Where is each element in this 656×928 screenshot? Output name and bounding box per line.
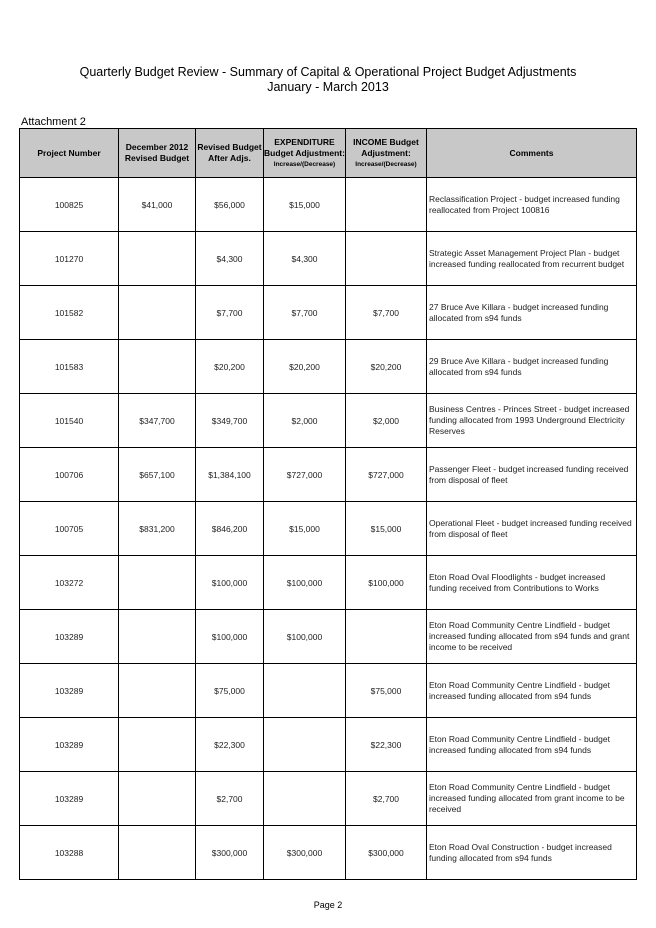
cell-project-number: 100825 (20, 178, 119, 232)
report-title: Quarterly Budget Review - Summary of Capital & Operational Project Budget Adjustments (79, 65, 577, 79)
cell-income (346, 232, 427, 286)
cell-expenditure: $2,000 (264, 394, 346, 448)
table-row (20, 826, 637, 880)
table-row (20, 664, 637, 718)
table-row (20, 718, 637, 772)
budget-adjustments-table (19, 128, 637, 880)
cell-comment: Eton Road Oval Floodlights - budget increased funding received from Contributions to Works (427, 556, 637, 610)
cell-comment: Eton Road Oval Construction - budget increased funding allocated from s94 funds (427, 826, 637, 880)
cell-revised-budget: $300,000 (196, 826, 264, 880)
cell-revised-budget: $4,300 (196, 232, 264, 286)
cell-expenditure: $727,000 (264, 448, 346, 502)
cell-expenditure: $15,000 (264, 178, 346, 232)
cell-december-budget (119, 826, 196, 880)
table-row (20, 232, 637, 286)
cell-expenditure (264, 772, 346, 826)
cell-expenditure (264, 718, 346, 772)
table-header-row (20, 129, 637, 178)
cell-project-number: 101583 (20, 340, 119, 394)
cell-income: $300,000 (346, 826, 427, 880)
cell-comment: Strategic Asset Management Project Plan - budget increased funding reallocated from recurrent budget (427, 232, 637, 286)
cell-income (346, 178, 427, 232)
header-project-number: Project Number (20, 129, 119, 178)
cell-expenditure: $100,000 (264, 556, 346, 610)
table-row (20, 502, 637, 556)
cell-income: $15,000 (346, 502, 427, 556)
cell-income (346, 610, 427, 664)
header-expenditure-adjustment: EXPENDITURE Budget Adjustment: Increase/(Decrease) (264, 129, 346, 178)
cell-december-budget (119, 556, 196, 610)
header-income-adjustment: INCOME Budget Adjustment: Increase/(Decrease) (346, 129, 427, 178)
table-row (20, 610, 637, 664)
cell-revised-budget: $100,000 (196, 556, 264, 610)
cell-december-budget (119, 610, 196, 664)
cell-income: $727,000 (346, 448, 427, 502)
cell-comment: Reclassification Project - budget increased funding reallocated from Project 100816 (427, 178, 637, 232)
table-row (20, 178, 637, 232)
cell-expenditure: $4,300 (264, 232, 346, 286)
cell-expenditure: $7,700 (264, 286, 346, 340)
header-december-revised-budget: December 2012 Revised Budget (119, 129, 196, 178)
cell-expenditure: $100,000 (264, 610, 346, 664)
cell-revised-budget: $75,000 (196, 664, 264, 718)
cell-revised-budget: $349,700 (196, 394, 264, 448)
cell-project-number: 103288 (20, 826, 119, 880)
cell-expenditure: $15,000 (264, 502, 346, 556)
cell-income: $22,300 (346, 718, 427, 772)
cell-project-number: 103289 (20, 718, 119, 772)
cell-december-budget: $41,000 (119, 178, 196, 232)
cell-revised-budget: $56,000 (196, 178, 264, 232)
cell-expenditure (264, 664, 346, 718)
cell-income: $7,700 (346, 286, 427, 340)
cell-income: $2,000 (346, 394, 427, 448)
cell-december-budget: $347,700 (119, 394, 196, 448)
cell-comment: Eton Road Community Centre Lindfield - budget increased funding allocated from s94 funds (427, 664, 637, 718)
cell-december-budget (119, 718, 196, 772)
report-period: January - March 2013 (267, 80, 389, 94)
cell-comment: Business Centres - Princes Street - budget increased funding allocated from 1993 Underground Electricity Reserves (427, 394, 637, 448)
cell-comment: Passenger Fleet - budget increased funding received from disposal of fleet (427, 448, 637, 502)
cell-comment: 27 Bruce Ave Killara - budget increased funding allocated from s94 funds (427, 286, 637, 340)
cell-comment: 29 Bruce Ave Killara - budget increased funding allocated from s94 funds (427, 340, 637, 394)
cell-project-number: 101582 (20, 286, 119, 340)
cell-income: $100,000 (346, 556, 427, 610)
cell-december-budget: $831,200 (119, 502, 196, 556)
table-row (20, 556, 637, 610)
cell-revised-budget: $7,700 (196, 286, 264, 340)
cell-revised-budget: $846,200 (196, 502, 264, 556)
cell-project-number: 101540 (20, 394, 119, 448)
cell-project-number: 103289 (20, 610, 119, 664)
cell-income: $75,000 (346, 664, 427, 718)
header-comments: Comments (427, 129, 637, 178)
cell-december-budget: $657,100 (119, 448, 196, 502)
table-row (20, 448, 637, 502)
page-number: Page 2 (313, 900, 343, 910)
cell-expenditure: $20,200 (264, 340, 346, 394)
cell-comment: Eton Road Community Centre Lindfield - budget increased funding allocated from s94 funds and grant income to be received (427, 610, 637, 664)
cell-december-budget (119, 286, 196, 340)
cell-december-budget (119, 232, 196, 286)
cell-december-budget (119, 664, 196, 718)
cell-project-number: 100706 (20, 448, 119, 502)
cell-project-number: 103272 (20, 556, 119, 610)
table-row (20, 394, 637, 448)
cell-expenditure: $300,000 (264, 826, 346, 880)
table-row (20, 772, 637, 826)
cell-revised-budget: $22,300 (196, 718, 264, 772)
cell-comment: Eton Road Community Centre Lindfield - budget increased funding allocated from grant income to be received (427, 772, 637, 826)
cell-project-number: 100705 (20, 502, 119, 556)
table-row (20, 340, 637, 394)
table-row (20, 286, 637, 340)
cell-project-number: 103289 (20, 664, 119, 718)
cell-project-number: 101270 (20, 232, 119, 286)
cell-project-number: 103289 (20, 772, 119, 826)
cell-revised-budget: $100,000 (196, 610, 264, 664)
cell-revised-budget: $20,200 (196, 340, 264, 394)
cell-revised-budget: $1,384,100 (196, 448, 264, 502)
cell-income: $2,700 (346, 772, 427, 826)
header-revised-budget-after-adjs: Revised Budget After Adjs. (196, 129, 264, 178)
cell-comment: Operational Fleet - budget increased funding received from disposal of fleet (427, 502, 637, 556)
cell-revised-budget: $2,700 (196, 772, 264, 826)
cell-income: $20,200 (346, 340, 427, 394)
cell-comment: Eton Road Community Centre Lindfield - budget increased funding allocated from s94 funds (427, 718, 637, 772)
cell-december-budget (119, 772, 196, 826)
attachment-label: Attachment 2 (21, 116, 86, 128)
cell-december-budget (119, 340, 196, 394)
